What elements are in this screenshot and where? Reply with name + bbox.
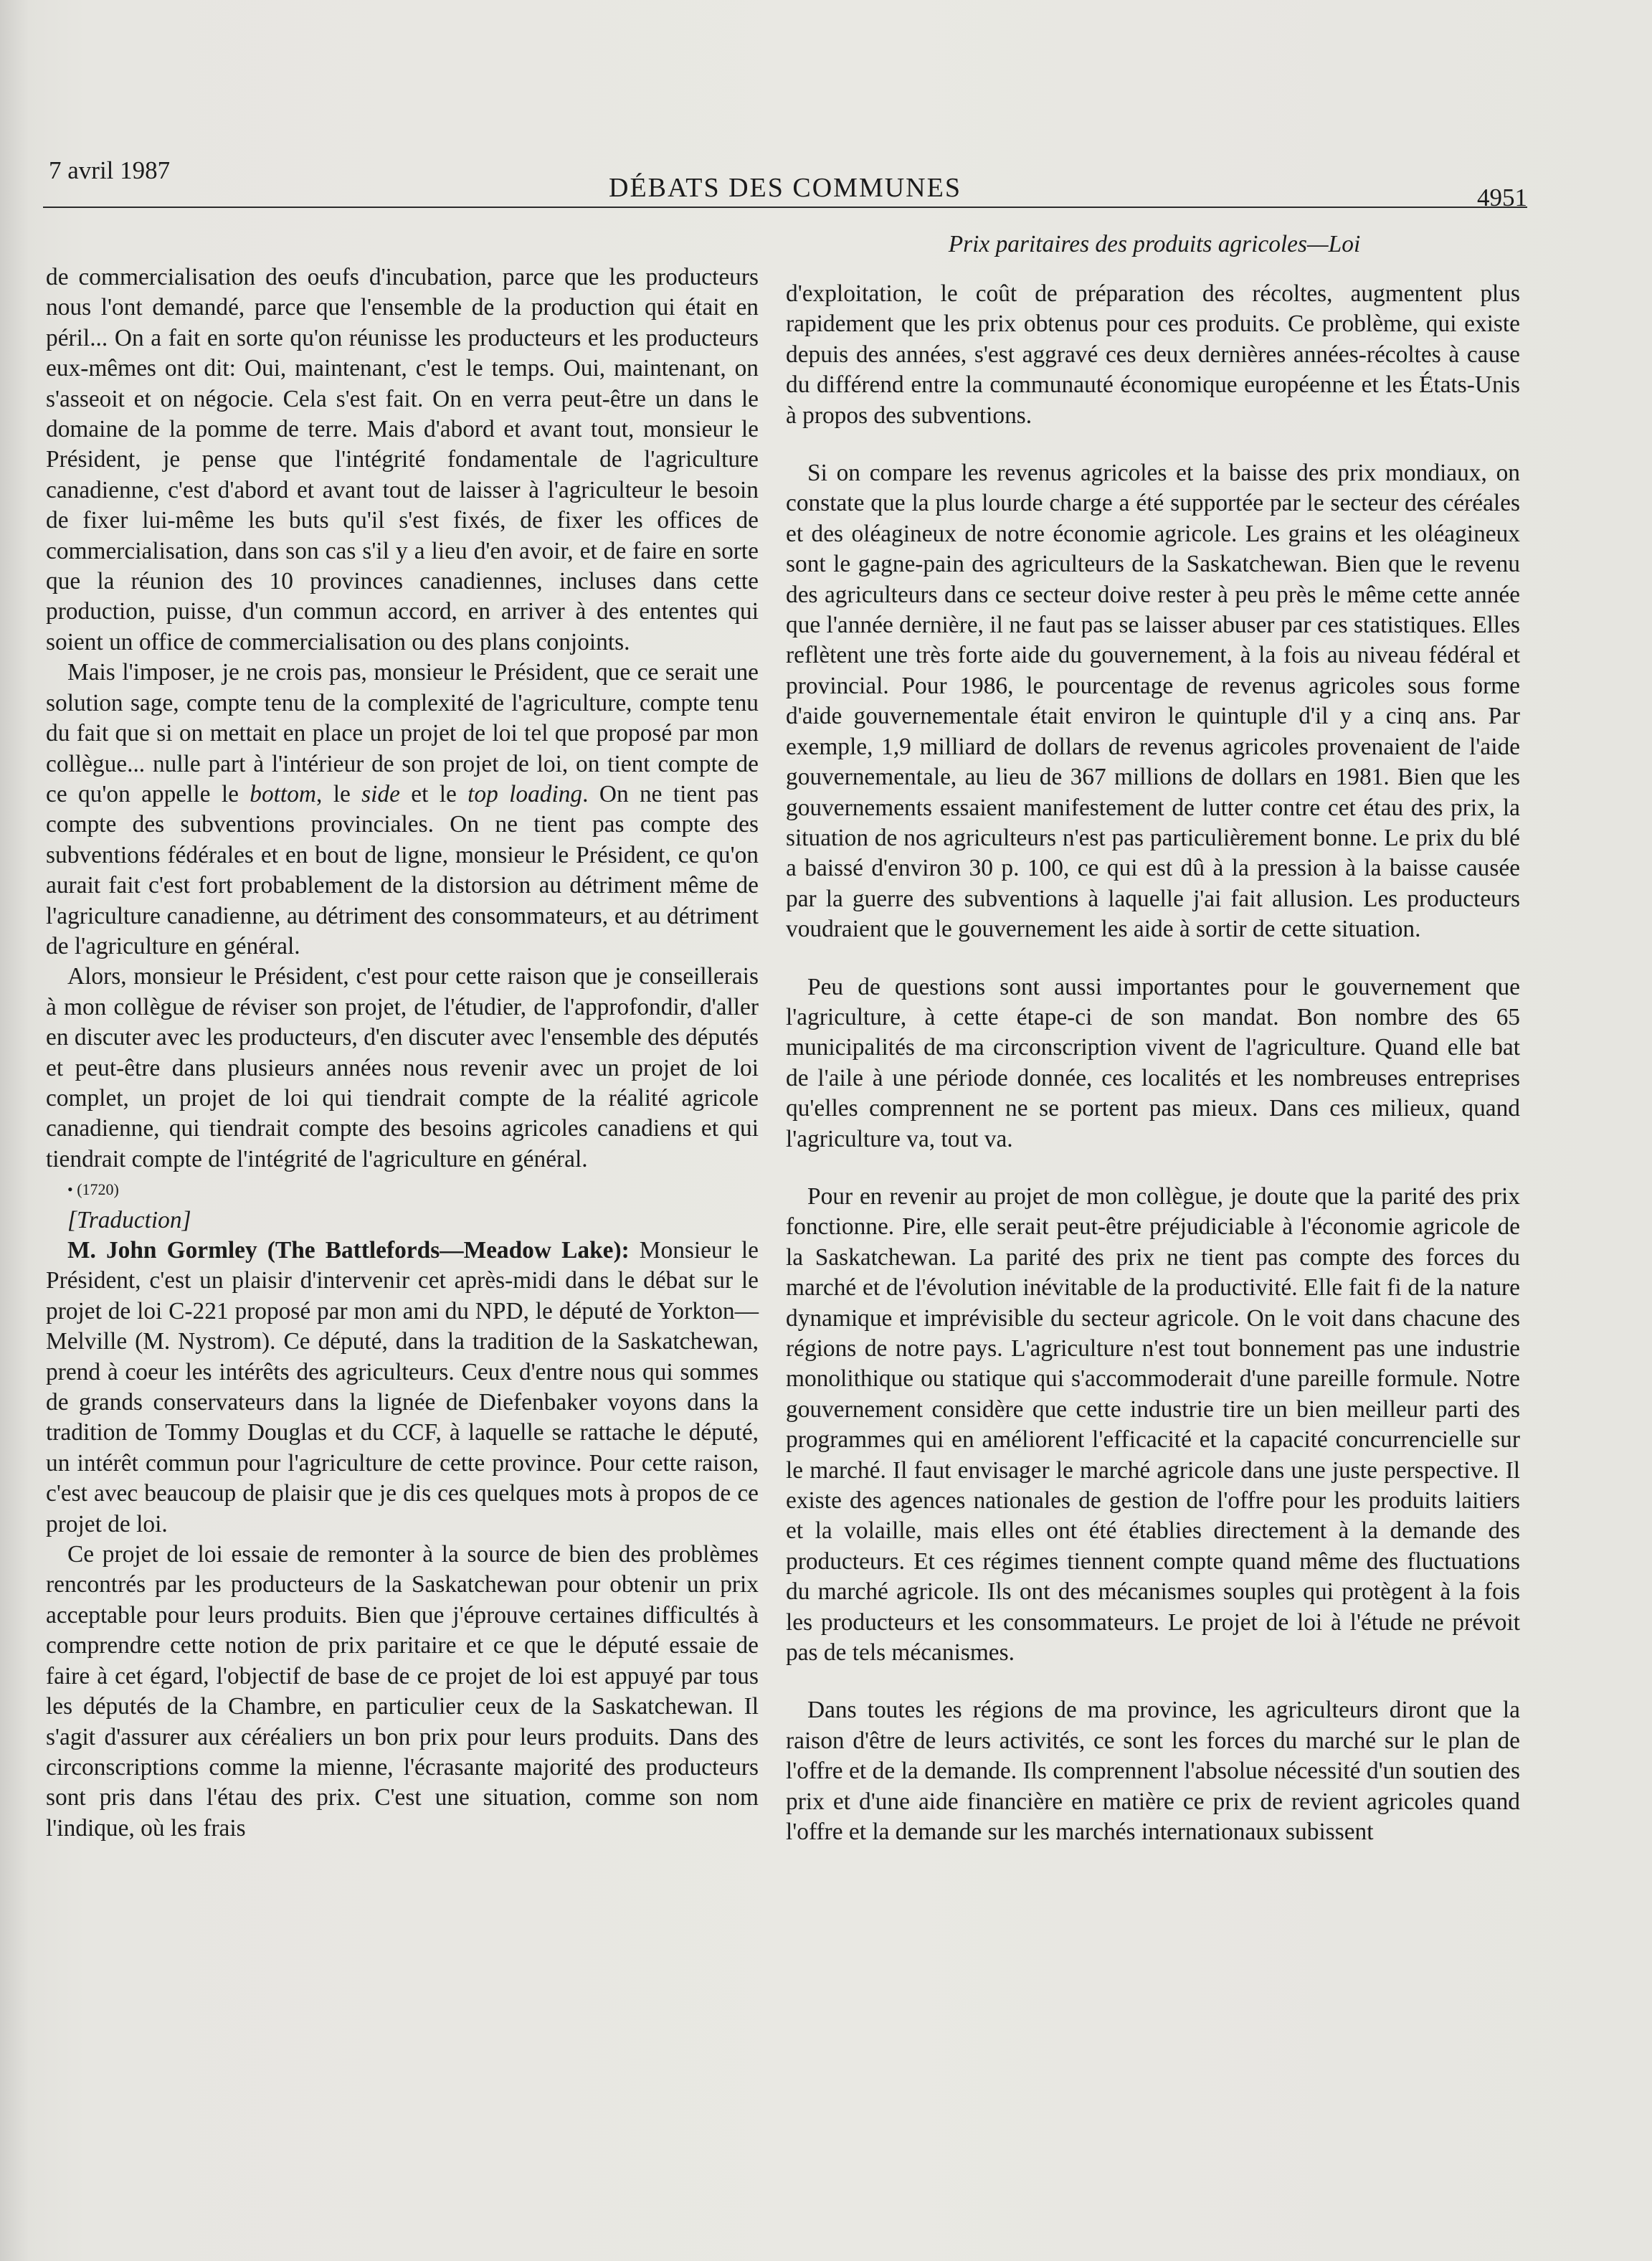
paragraph-text: . On ne tient pas compte des subventions provinciales. On ne tient pas compte des subventions fédérales et en bout de ligne, monsieur le Président, ce qu'on aurait fait c'est fort probablement de la distorsion au détriment même de l'agriculture canadienne, au détriment des consommateurs, et au détriment de l'agriculture en général. <box>46 780 759 959</box>
paragraph-text: , le <box>316 780 362 807</box>
paragraph: d'exploitation, le coût de préparation des récoltes, augmentent plus rapidement que les prix obtenus pour ces produits. Ce problème, qui existe depuis des années, s'est aggravé ces deux dernières années-récoltes à cause du différend entre la communauté économique européenne et les États-Unis à propos des subventions. <box>786 280 1520 429</box>
page-number: 4951 <box>1477 184 1527 212</box>
paragraph-text: et le <box>399 780 468 807</box>
paragraph-text: Monsieur le Président, c'est un plaisir d'intervenir cet après-midi dans le débat sur le projet de loi C-221 proposé par mon ami du NPD, le député de Yorkton—Melville (M. Nystrom). Ce député, dans la tradition de la Saskatchewan, prend à coeur les intérêts des agriculteurs. Ceux d'entre nous qui sommes de grands conservateurs dans la lignée de Diefenbaker voyons dans la tradition de Tommy Douglas et du CCF, à laquelle se rattache le député, un intérêt commun pour l'agriculture de cette province. Pour cette raison, c'est avec beaucoup de plaisir que je dis ces quelques mots à propos de ce projet de loi. <box>46 1237 759 1537</box>
paragraph: Peu de questions sont aussi importantes pour le gouvernement que l'agriculture, à cette étape-ci de son mandat. Bon nombre des 65 municipalités de ma circonscription vivent de l'agriculture. Quand elle bat de l'aile à une période donnée, ces localités et les nombreuses entreprises qu'elles comprennent ne se portent pas mieux. Dans ces milieux, quand l'agriculture va, tout va. <box>786 973 1520 1152</box>
paragraph: Si on compare les revenus agricoles et la baisse des prix mondiaux, on constate que la plus lourde charge a été supportée par le secteur des céréales et des oléagineux de notre économie agricole. Les grains et les oléagineux sont le gagne-pain des agriculteurs de la Saskatchewan. Bien que le revenu des agriculteurs dans ce secteur doive rester à peu près le même cette année que l'année dernière, il ne faut pas se laisser abuser par ces statistiques. Elles reflètent une très forte aide du gouvernement, à la fois au niveau fédéral et provincial. Pour 1986, le pourcentage de revenus agricoles sous forme d'aide gouvernementale était environ le quintuple d'il y a cinq ans. Par exemple, 1,9 milliard de dollars de revenus agricoles provenaient de l'aide gouvernementale, au lieu de 367 millions de dollars en 1981. Bien que les gouvernements essaient manifestement de lutter contre cet étau des prix, la situation de nos agriculteurs n'est pas particulièrement bonne. Le prix du blé a baissé d'environ 30 p. 100, ce qui est dû à la pression à la baisse causée par la guerre des subventions à laquelle j'ai fait allusion. Les producteurs voudraient que le gouvernement les aide à sortir de cette situation. <box>786 460 1520 943</box>
paragraph: Pour en revenir au projet de mon collègue, je doute que la parité des prix fonctionne. Pire, elle serait peut-être préjudiciable à l'économie agricole de la Saskatchewan. La parité des prix ne tient pas compte des forces du marché et de l'évolution inévitable de la productivité. Elle fait fi de la nature dynamique et imprévisible du secteur agricole. On le voit dans chacune des régions de notre pays. L'agriculture n'est tout bonnement pas une industrie monolithique ou statique qui s'accommoderait d'une pareille formule. Notre gouvernement considère que cette industrie tire un bien meilleur parti des programmes qui en améliorent l'efficacité et la capacité concurrencielle sur le marché. Il faut envisager le marché agricole dans une juste perspective. Il existe des agences nationales de gestion de l'offre pour les produits laitiers et la volaille, mais elles ont été établies directement à la demande des producteurs. Et ces régimes tiennent compte quand même des fluctuations du marché agricole. Ils ont des mécanismes souples qui protègent à la fois les producteurs et les consommateurs. Le projet de loi à l'étude ne prévoit pas de tels mécanismes. <box>786 1182 1520 1667</box>
header-date: 7 avril 1987 <box>49 156 171 184</box>
speaker-name: M. John Gormley (The Battlefords—Meadow Lake): <box>67 1237 630 1264</box>
paragraph <box>46 1236 759 1540</box>
paragraph: Dans toutes les régions de ma province, les agriculteurs diront que la raison d'être de leurs activités, ce sont les forces du marché sur le plan de l'offre et de la demande. Ils comprennent l'absolue nécessité d'un soutien des prix et d'une aide financière en matière ce prix de revient agricoles quand l'offre et la demande sur les marchés internationaux subissent <box>786 1697 1520 1846</box>
paragraph <box>46 658 759 962</box>
right-column <box>786 279 1520 1848</box>
italic-term: bottom <box>250 780 317 807</box>
italic-term: side <box>361 780 400 807</box>
time-marker: • (1720) <box>67 1180 119 1199</box>
paragraph: Alors, monsieur le Président, c'est pour cette raison que je conseillerais à mon collègue de réviser son projet, de l'étudier, de l'approfondir, d'aller en discuter avec les producteurs, d'en discuter avec l'ensemble des députés et peut-être dans plusieurs années nous revenir avec un projet de loi complet, un projet de loi qui tiendrait compte de la réalité agricole canadienne, qui tiendrait compte des besoins agricoles canadiens et qui tiendrait compte de l'intégrité de l'agriculture en général. <box>46 963 759 1172</box>
italic-term: top loading <box>467 780 583 807</box>
paragraph: de commercialisation des oeufs d'incubation, parce que les producteurs nous l'ont demandé, parce que l'ensemble de la production qui était en péril... On a fait en sorte qu'on réunisse les producteurs et les producteurs eux-mêmes ont dit: Oui, maintenant, c'est le temps. Oui, maintenant, on s'asseoit et on négocie. Cela s'est fait. On en verra peut-être un dans le domaine de la pomme de terre. Mais d'abord et avant tout, monsieur le Président, je pense que l'intégrité fondamentale de l'agriculture canadienne, c'est d'abord et avant tout de laisser à l'agriculteur le besoin de fixer lui-même les buts qu'il s'est fixés, de fixer les offices de commercialisation, dans son cas s'il y a lieu d'en avoir, et de faire en sorte que la réunion des 10 provinces canadiennes, incluses dans cette production, puisse, d'un commun accord, en arriver à des ententes qui soient un office de commercialisation ou des plans conjoints. <box>46 264 759 655</box>
paragraph: Ce projet de loi essaie de remonter à la source de bien des problèmes rencontrés par les producteurs de la Saskatchewan pour obtenir un prix acceptable pour leurs produits. Bien que j'éprouve certaines difficultés à comprendre cette notion de prix paritaire et ce que le député essaie de faire à cet égard, l'objectif de base de ce projet de loi est appuyé par tous les députés de la Chambre, en particulier ceux de la Saskatchewan. Il s'agit d'assurer aux céréaliers un bon prix pour leurs produits. Dans des circonscriptions comme la mienne, l'écrasante majorité des producteurs sont pris dans l'étau des prix. C'est une situation, comme son nom l'indique, où les frais <box>46 1541 759 1841</box>
section-subheading: Prix paritaires des produits agricoles—Loi <box>948 231 1361 257</box>
paragraph-text: Mais l'imposer, je ne crois pas, monsieur le Président, que ce serait une solution sage, compte tenu de la complexité de l'agriculture, compte tenu du fait que si on mettait en place un projet de loi tel que proposé par mon collègue... nulle part à l'intérieur de son projet de loi, on tient compte de ce qu'on appelle le <box>46 659 759 807</box>
translation-note: [Traduction] <box>67 1206 191 1233</box>
left-column <box>46 262 759 1844</box>
header-title: DÉBATS DES COMMUNES <box>609 173 962 203</box>
page-header <box>43 156 1527 212</box>
